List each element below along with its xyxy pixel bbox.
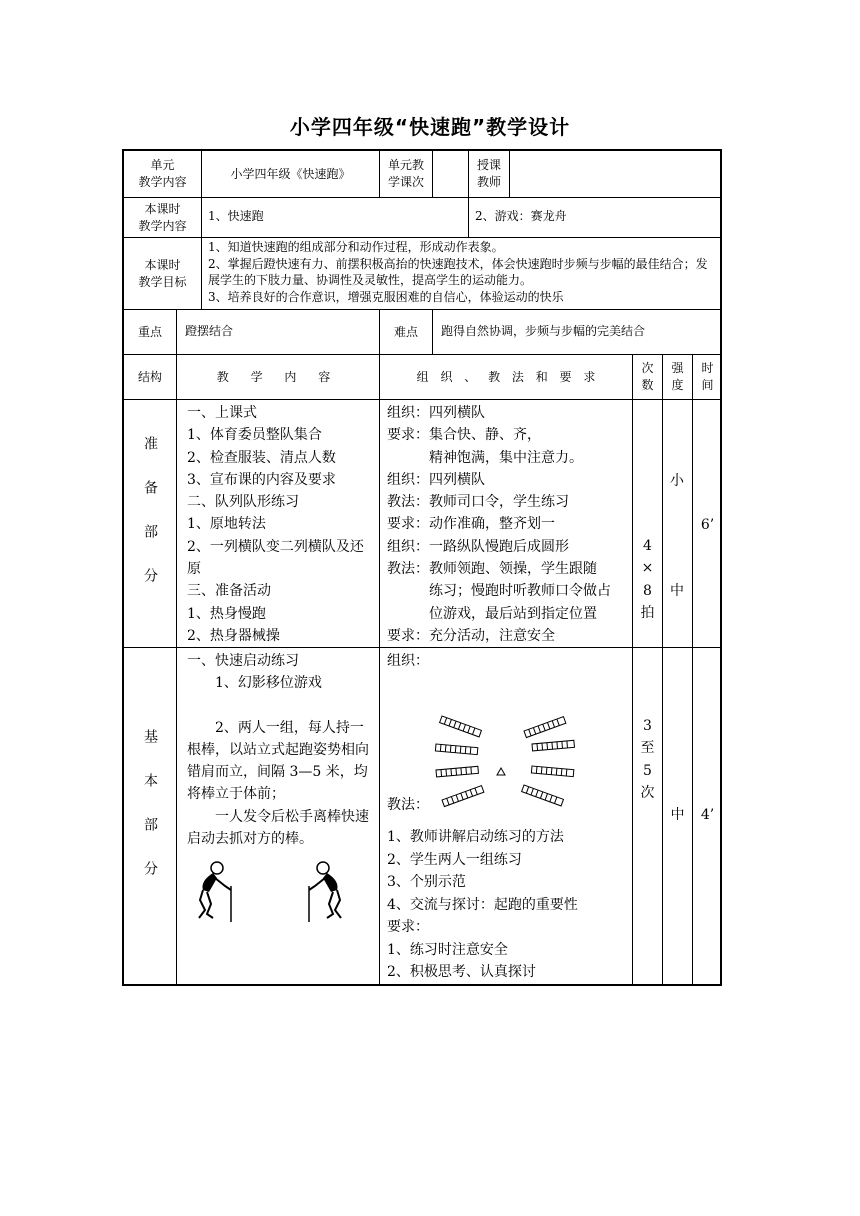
basic-intensity: 中 (663, 648, 693, 986)
header-structure: 结构 (124, 355, 177, 400)
basic-method-teach: 教法： (387, 797, 429, 813)
basic-section-text: 基本部分 (142, 729, 158, 905)
runner-figure-left (195, 856, 245, 924)
lesson-content-label: 本课时 教学内容 (124, 198, 202, 238)
basic-section-label (124, 648, 177, 986)
key-point-value: 蹬摆结合 (177, 310, 380, 355)
header-intensity: 强 度 (663, 355, 693, 400)
prep-times: 4 × 8 拍 (633, 400, 663, 648)
prep-section-text: 准备部分 (142, 435, 158, 612)
lesson-content-item-2: 2、游戏：赛龙舟 (469, 198, 722, 238)
unit-content-label: 单元 教学内容 (124, 151, 202, 198)
prep-intensity-low: 小 (670, 473, 684, 489)
unit-lesson-count-label: 单元教 学课次 (380, 151, 433, 198)
basic-method-org: 组织： (387, 653, 429, 669)
unit-lesson-count-value (433, 151, 469, 198)
prep-intensity (663, 400, 693, 648)
basic-content (177, 648, 380, 986)
basic-method (380, 648, 633, 986)
prep-intensity-mid: 中 (670, 583, 684, 599)
header-duration: 时 间 (693, 355, 722, 400)
basic-duration: 4’ (700, 807, 715, 823)
prep-duration: 6’ (693, 400, 722, 648)
unit-content-value: 小学四年级《快速跑》 (202, 151, 380, 198)
prep-content: 一、上课式 1、体育委员整队集合 2、检查服装、清点人数 3、宣布课的内容及要求 二、队列队形练习 1、原地转法 2、一列横队变二列横队及还原 三、准备活动 1、热身慢跑 2、热身器械操 (177, 400, 380, 648)
lesson-goals-label: 本课时 教学目标 (124, 238, 202, 310)
teacher-value (510, 151, 722, 198)
runner-figure-right (295, 856, 345, 924)
teacher-label: 授课 教师 (469, 151, 510, 198)
basic-content-title: 一、快速启动练习 (187, 653, 299, 669)
lesson-content-item-1: 1、快速跑 (202, 198, 469, 238)
header-method: 组 织 、 教 法 和 要 求 (380, 355, 633, 400)
basic-times: 3 至 5 次 (633, 648, 663, 986)
lesson-goals-text: 1、知道快速跑的组成部分和动作过程，形成动作表象。 2、掌握后蹬快速有力、前摆积极高抬的快速跑技术，体会快速跑时步频与步幅的最佳结合；发展学生的下肢力量、协调性及灵敏性，提高学生的运动能力。 3、培养良好的合作意识，增强克服困难的自信心，体验运动的快乐 (202, 238, 722, 310)
prep-method: 组织：四列横队 要求：集合快、静、齐， 精神饱满，集中注意力。 组织：四列横队 教法：教师司口令，学生练习 要求：动作准确，整齐划一 组织：一路纵队慢跑后成圆形 教法：教师领跑、领操，学生跟随 练习；慢跑时听教师口令做占 位游戏，最后站到指定位置 要求：充分活动，注意安全 (380, 400, 633, 648)
difficulty-value: 跑得自然协调，步频与步幅的完美结合 (433, 310, 722, 355)
prep-section-label (124, 400, 177, 648)
basic-content-sub: 1、幻影移位游戏 (215, 675, 322, 692)
basic-method-list: 1、教师讲解启动练习的方法 2、学生两人一组练习 3、个别示范 4、交流与探讨：起跑的重要性 要求： 1、练习时注意安全 2、积极思考、认真探讨 (387, 829, 578, 980)
difficulty-label: 难点 (380, 310, 433, 355)
page-title: 小学四年级“快速跑”教学设计 (289, 115, 571, 139)
lesson-plan-table (122, 149, 722, 986)
header-content: 教 学 内 容 (177, 355, 380, 400)
basic-content-para: 2、两人一组，每人持一根棒，以站立式起跑姿势相向错肩而立，间隔 3—5 米，均将棒立于体前； (187, 719, 369, 803)
basic-content-para2: 一人发令后松手离棒快速启动去抓对方的棒。 (187, 808, 369, 848)
key-point-label: 重点 (124, 310, 177, 355)
header-times: 次 数 (633, 355, 663, 400)
